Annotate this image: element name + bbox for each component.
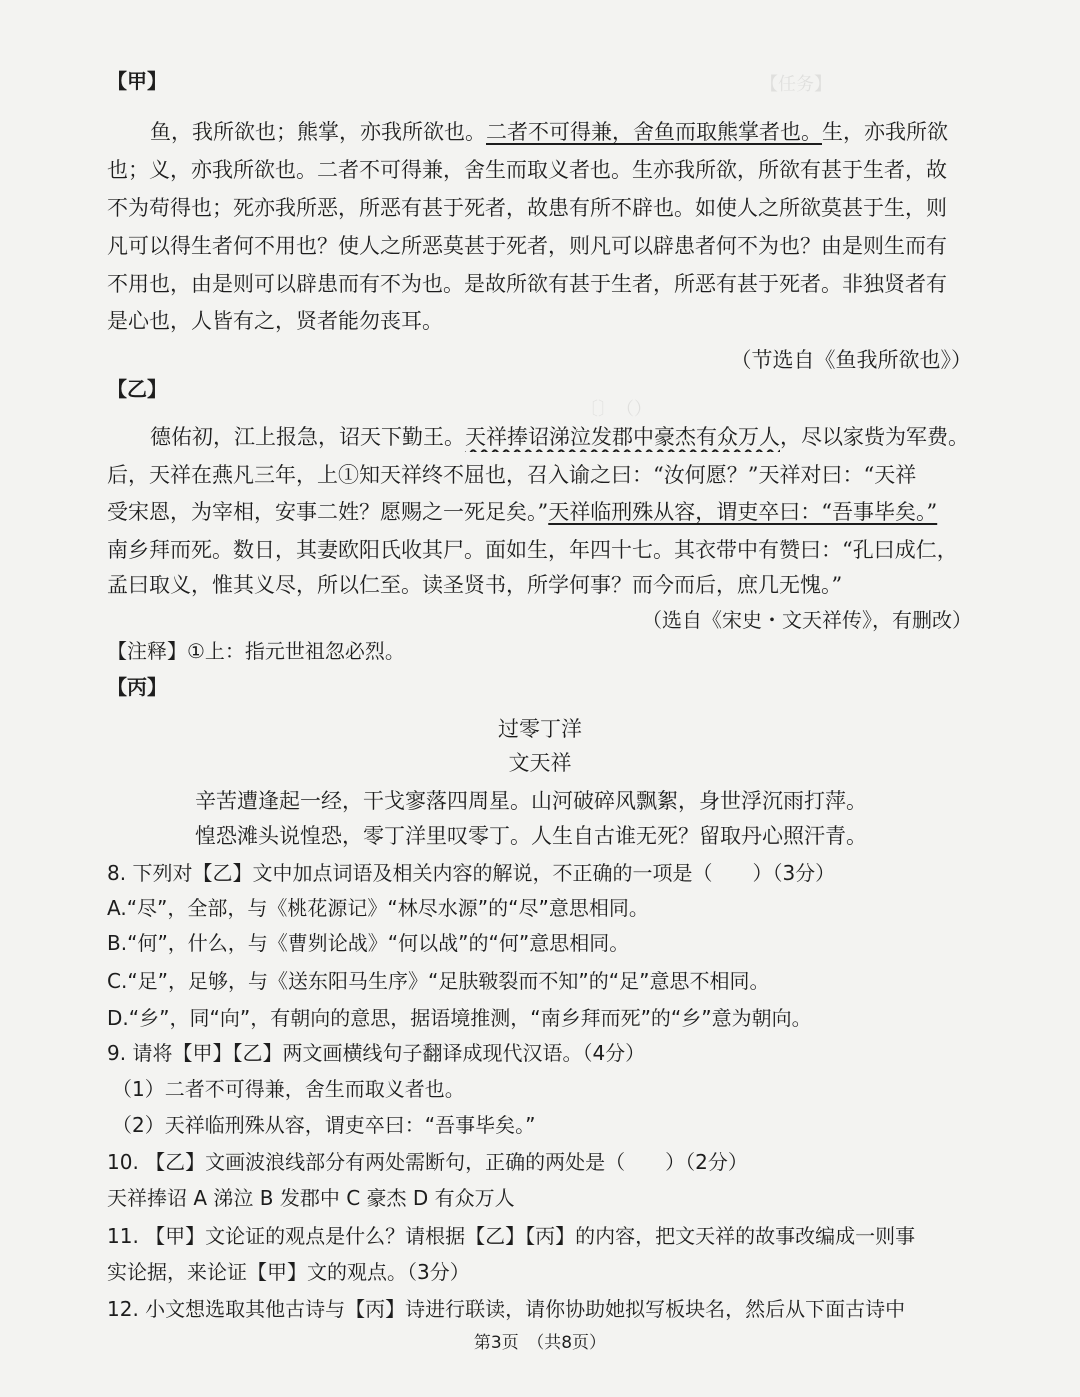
- question-11: 11. 【甲】文论证的观点是什么？请根据【乙】【丙】的内容，把文天祥的故事改编成一则事: [107, 1224, 916, 1248]
- poem-title: 过零丁洋: [498, 717, 582, 741]
- question-12: 12. 小文想选取其他古诗与【丙】诗进行联读，请你协助她拟写板块名，然后从下面古诗中: [107, 1297, 906, 1321]
- yi-line-1: 德佑初，江上报急，诏天下勤王。天祥捧诏涕泣发郡中豪杰有众万人，尽以家赀为军费。: [150, 425, 969, 449]
- jia-line-1: 鱼，我所欲也；熊掌，亦我所欲也。二者不可得兼，舍鱼而取熊掌者也。生，亦我所欲: [150, 120, 948, 144]
- bleed-through-text: 〔〕 （）: [580, 399, 652, 420]
- yi-wavy-sentence: 天祥捧诏涕泣发郡中豪杰有众万人: [465, 425, 780, 449]
- poem-verse-2: 惶恐滩头说惶恐，零丁洋里叹零丁。人生自古谁无死？留取丹心照汗青。: [195, 824, 867, 848]
- jia-line-5: 不用也，由是则可以辟患而有不为也。是故所欲有甚于生者，所恶有甚于死者。非独贤者有: [107, 272, 947, 296]
- jia-underlined-sentence: 二者不可得兼，舍鱼而取熊掌者也。: [486, 120, 822, 144]
- yi-line-3: 受宋恩，为宰相，安事二姓？愿赐之一死足矣。”天祥临刑殊从容，谓吏卒曰：“吾事毕矣。”: [107, 500, 938, 524]
- question-9-part-1: （1）二者不可得兼，舍生而取义者也。: [112, 1077, 465, 1101]
- question-8-option-d: D.“乡”，同“向”，有朝向的意思，据语境推测，“南乡拜而死”的“乡”意为朝向。: [107, 1006, 812, 1030]
- bleed-through-text: 【任务】: [760, 74, 832, 95]
- yi-line-2: 后，天祥在燕凡三年，上①知天祥终不屈也，召入谕之曰：“汝何愿？”天祥对曰：“天祥: [107, 463, 917, 487]
- yi-line-5: 孟曰取义，惟其义尽，所以仁至。读圣贤书，所学何事？而今而后，庶几无愧。”: [107, 573, 843, 597]
- question-11-continued: 实论据，来论证【甲】文的观点。（3分）: [107, 1260, 470, 1284]
- yi-source: （选自《宋史・文天祥传》，有删改）: [642, 608, 972, 632]
- question-10-sentence: 天祥捧诏 A 涕泣 B 发郡中 C 豪杰 D 有众万人: [107, 1186, 515, 1210]
- jia-line-4: 凡可以得生者何不用也？使人之所恶莫甚于死者，则凡可以辟患者何不为也？由是则生而有: [107, 234, 947, 258]
- yi-underlined-sentence: 天祥临刑殊从容，谓吏卒曰：“吾事毕矣。”: [548, 500, 938, 524]
- question-8-option-c: C.“足”，足够，与《送东阳马生序》“足肤皲裂而不知”的“足”意思不相同。: [107, 969, 770, 993]
- jia-line-3: 不为苟得也；死亦我所恶，所恶有甚于死者，故患有所不辟也。如使人之所欲莫甚于生，则: [107, 196, 947, 220]
- question-9: 9. 请将【甲】【乙】两文画横线句子翻译成现代汉语。（4分）: [107, 1041, 646, 1065]
- section-jia-label: 【甲】: [107, 69, 167, 93]
- jia-line-2: 也；义，亦我所欲也。二者不可得兼，舍生而取义者也。生亦我所欲，所欲有甚于生者，故: [107, 158, 947, 182]
- yi-line-4: 南乡拜而死。数日，其妻欧阳氏收其尸。面如生，年四十七。其衣带中有赞曰：“孔曰成仁，: [107, 538, 958, 562]
- poem-author: 文天祥: [508, 751, 572, 775]
- question-9-part-2: （2）天祥临刑殊从容，谓吏卒曰：“吾事毕矣。”: [112, 1113, 536, 1137]
- poem-verse-1: 辛苦遭逢起一经，干戈寥落四周星。山河破碎风飘絮，身世浮沉雨打萍。: [195, 789, 867, 813]
- question-10: 10. 【乙】文画波浪线部分有两处需断句，正确的两处是（ ）（2分）: [107, 1150, 748, 1174]
- question-8-option-a: A.“尽”，全部，与《桃花源记》“林尽水源”的“尽”意思相同。: [107, 896, 649, 920]
- section-bing-label: 【丙】: [107, 675, 167, 699]
- section-yi-label: 【乙】: [107, 377, 167, 401]
- page-footer: 第3页 （共8页）: [473, 1333, 607, 1353]
- question-8-option-b: B.“何”，什么，与《曹刿论战》“何以战”的“何”意思相同。: [107, 931, 630, 955]
- question-8: 8. 下列对【乙】文中加点词语及相关内容的解说，不正确的一项是（ ）（3分）: [107, 861, 836, 885]
- jia-source: （节选自《鱼我所欲也》）: [730, 348, 972, 372]
- jia-line-6: 是心也，人皆有之，贤者能勿丧耳。: [107, 309, 443, 333]
- yi-note: 【注释】①上：指元世祖忽必烈。: [107, 639, 405, 663]
